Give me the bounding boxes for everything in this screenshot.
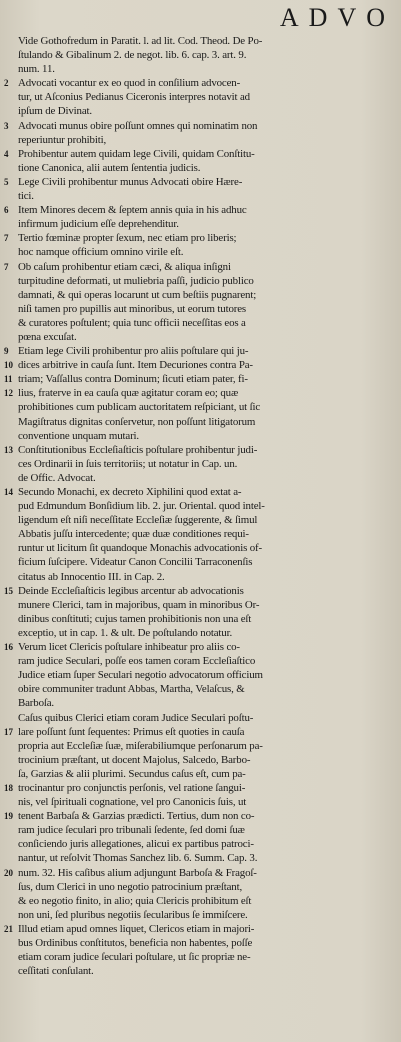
text-line [4, 34, 395, 48]
line-text: propria aut Eccleſiæ ſuæ, miſerabiliumque perſonarum pa- [18, 739, 263, 752]
paragraph-number: 15 [4, 585, 13, 596]
paragraph-number: 12 [4, 388, 13, 399]
line-text: etiam coram judice ſeculari poſtulare, ut ſic propriæ ne- [18, 951, 251, 964]
text-line [4, 245, 395, 259]
paragraph-number: 14 [4, 487, 13, 497]
text-line [4, 739, 395, 753]
text-line [4, 231, 395, 245]
line-text: ces Ordinarii in ſuis territoriis; ut notatur in Cap. un. [18, 457, 238, 470]
line-text: conſiciendo juris allegationes, alicui ex partibus patroci- [18, 838, 254, 851]
text-line [4, 344, 395, 358]
text-line [4, 330, 395, 344]
text-line [4, 471, 395, 485]
text-line [4, 175, 395, 189]
line-text: Secundo Monachi, ex decreto Xiphilini quod extat a- [18, 486, 242, 498]
text-line [4, 274, 395, 288]
text-line [4, 203, 395, 217]
paragraph-number: 9 [4, 346, 9, 357]
text-line [4, 133, 395, 147]
line-text: de Offic. Advocat. [18, 471, 96, 484]
line-text: ceſſitati conſulant. [18, 965, 94, 978]
line-text: dices arbitrive in cauſa ſunt. Item Decuriones contra Pa- [18, 359, 253, 372]
line-text: ſus, dum Clerici in uno negotio patrocinium præſtant, [18, 880, 243, 893]
text-line [4, 119, 395, 133]
text-line [4, 485, 395, 499]
paragraph-number: 19 [4, 811, 13, 822]
text-line [4, 513, 395, 527]
text-line [4, 584, 395, 598]
paragraph-number: 7 [4, 261, 9, 272]
text-line [4, 457, 395, 471]
text-line [4, 302, 395, 316]
text-line [4, 358, 395, 372]
text-line [4, 260, 395, 274]
text-line [4, 372, 395, 386]
line-text: citatus ab Innocentio III. in Cap. 2. [18, 570, 165, 583]
text-line [4, 823, 395, 837]
line-text: Verum licet Clericis poſtulare inhibeatur pro aliis co- [18, 641, 240, 654]
text-line [4, 104, 395, 118]
line-text: ligendum eſt niſi neceſſitate Eccleſiæ ſuggerente, & ſimul [18, 514, 258, 527]
line-text: munere Clerici, tam in majoribus, quam in minoribus Or- [18, 598, 260, 611]
line-text: nis, vel ſpirituali cognatione, vel pro Canonicis ſuis, ut [18, 796, 247, 809]
line-text: tione Canonica, alii autem ſententia judicis. [18, 161, 201, 174]
paragraph-number: 10 [4, 360, 13, 371]
line-text: ſa, Garzias & alii plurimi. Secundus caſus eſt, cum pa- [18, 767, 246, 780]
text-line [4, 570, 395, 584]
text-line [4, 626, 395, 640]
line-text: Item Minores decem & ſeptem annis quia in his adhuc [18, 204, 247, 217]
line-text: triam; Vaſſallus contra Dominum; ſicuti etiam pater, fi- [18, 373, 248, 386]
running-header: ADVO [279, 3, 395, 32]
text-line [4, 76, 395, 90]
text-line [4, 696, 395, 710]
line-text: ſtulando & Gibalinum 2. de negot. lib. 6. cap. 3. art. 9. [18, 49, 247, 62]
text-line [4, 640, 395, 654]
text-line [4, 837, 395, 851]
line-text: Lege Civili prohibentur munus Advocati obire Hære- [18, 175, 243, 188]
text-line [4, 189, 395, 203]
text-line [4, 161, 395, 175]
line-text: reperiuntur prohibiti, [18, 133, 107, 146]
document-body [4, 34, 395, 978]
line-text: & eo negotio finito, in alio; quia Clericis prohibitum eſt [18, 894, 252, 907]
text-line [4, 90, 395, 104]
text-line [4, 654, 395, 668]
line-text: num. 32. His caſibus alium adjungunt Barboſa & Fragoſ- [18, 866, 257, 879]
text-line [4, 767, 395, 781]
line-text: damnati, & qui operas locarunt ut cum beſtiis pugnarent; [18, 288, 257, 301]
line-text: dinibus conſtituti; cujus tamen prohibitionis non una eſt [18, 612, 252, 625]
text-line [4, 415, 395, 429]
line-text: ram judice ſeculari pro tribunali ſedente, ſed domi ſuæ [18, 824, 245, 837]
line-text: ipſum de Divinat. [18, 105, 92, 118]
text-line [4, 400, 395, 414]
text-line [4, 809, 395, 823]
line-text: Tertio fœminæ propter ſexum, nec etiam pro liberis; [18, 232, 237, 245]
paragraph-number: 5 [4, 176, 9, 187]
text-line [4, 936, 395, 950]
line-text: conventione unquam mutari. [18, 429, 140, 442]
line-text: tici. [18, 190, 34, 203]
line-text: Advocati vocantur ex eo quod in conſilium advocen- [18, 77, 241, 90]
text-line [4, 612, 395, 626]
line-text: hoc namque officium omnino virile eſt. [18, 246, 184, 259]
text-line [4, 964, 395, 978]
line-text: runtur ut licitum ſit quandoque Monachis advocationis of- [18, 542, 263, 555]
text-line [4, 217, 395, 231]
line-text: num. 11. [18, 63, 55, 76]
line-text: ficium ſuſcipere. Videatur Canon Concilii Tarraconenſis [18, 556, 253, 569]
paragraph-number: 16 [4, 642, 13, 653]
line-text: Ob caſum prohibentur etiam cæci, & aliqua inſigni [18, 260, 231, 273]
paragraph-number: 7 [4, 233, 9, 244]
line-text: Advocati munus obire poſſunt omnes qui nominatim non [18, 119, 258, 132]
line-text: turpitudine deformati, ut muliebria paſſi, judicio publico [18, 274, 254, 287]
text-line [4, 598, 395, 612]
line-text: Magiſtratus dignitas conſervetur, non poſſunt litigatorum [18, 415, 256, 428]
text-line [4, 894, 395, 908]
paragraph-number: 6 [4, 205, 9, 216]
line-text: prohibitiones cum publicam auctoritatem reſpiciant, ut ſic [18, 401, 261, 414]
line-text: tur, ut Aſconius Pedianus Ciceronis interpres notavit ad [18, 91, 250, 104]
line-text: Caſus quibus Clerici etiam coram Judice Seculari poſtu- [18, 711, 254, 724]
text-line [4, 725, 395, 739]
text-line [4, 443, 395, 457]
paragraph-number: 20 [4, 867, 13, 878]
text-line [4, 48, 395, 62]
line-text: Etiam lege Civili prohibentur pro aliis poſtulare qui ju- [18, 345, 249, 358]
line-text: pud Edmundum Bonſidium lib. 2. jur. Oriental. quod intel- [18, 500, 265, 513]
text-line [4, 555, 395, 569]
text-line [4, 781, 395, 795]
line-text: ram judice Seculari, poſſe eos tamen coram Eccleſiaſtico [18, 655, 256, 668]
line-text: lare poſſunt ſunt ſequentes: Primus eſt quoties in cauſa [18, 725, 245, 738]
text-line [4, 62, 395, 76]
text-line [4, 147, 395, 161]
line-text: Vide Gothofredum in Paratit. l. ad lit. Cod. Theod. De Po- [18, 35, 263, 47]
text-line [4, 499, 395, 513]
text-line [4, 429, 395, 443]
line-text: infirmum judicium eſſe deprehenditur. [18, 218, 179, 231]
line-text: nantur, ut reſolvit Thomas Sanchez lib. 6. Summ. Cap. 3. [18, 852, 258, 865]
line-text: & curatores poſtulent; quia tunc officii neceſſitas eos a [18, 316, 246, 329]
line-text: trocinium præſtant, ut docent Majolus, Salcedo, Barbo- [18, 753, 251, 766]
paragraph-number: 18 [4, 782, 13, 793]
paragraph-number: 21 [4, 923, 13, 934]
line-text: pœna excuſat. [18, 330, 77, 343]
line-text: Prohibentur autem quidam lege Civili, quidam Conſtitu- [18, 147, 255, 160]
paragraph-number: 11 [4, 374, 13, 385]
text-line [4, 316, 395, 330]
text-line [4, 682, 395, 696]
text-line [4, 541, 395, 555]
paragraph-number: 3 [4, 120, 9, 131]
paragraph-number: 13 [4, 444, 13, 455]
line-text: exceptio, ut in cap. 1. & ult. De poſtulando notatur. [18, 626, 233, 639]
line-text: bus Ordinibus conſtitutos, beneficia non habentes, poſſe [18, 937, 253, 949]
paragraph-number: 2 [4, 78, 9, 89]
paragraph-number: 17 [4, 726, 13, 737]
text-line [4, 527, 395, 541]
text-line [4, 795, 395, 809]
text-line [4, 922, 395, 936]
line-text: obire communiter tradunt Abbas, Martha, Velaſcus, & [18, 683, 245, 696]
text-line [4, 851, 395, 865]
text-line [4, 880, 395, 894]
paragraph-number: 4 [4, 148, 9, 159]
text-line [4, 753, 395, 767]
text-line [4, 288, 395, 302]
text-line [4, 908, 395, 922]
text-line [4, 386, 395, 400]
line-text: Abbatis juſſu intercedente; quæ duæ conditiones requi- [18, 528, 249, 541]
line-text: Judice etiam ſuper Seculari negotio advocatorum officium [18, 669, 263, 682]
line-text: Illud etiam apud omnes liquet, Clericos etiam in majori- [18, 922, 255, 935]
line-text: trocinantur pro conjunctis perſonis, vel ratione ſangui- [18, 781, 246, 794]
line-text: lius, fraterve in ea cauſa quæ agitatur coram eo; quæ [18, 387, 239, 400]
text-line [4, 711, 395, 725]
line-text: niſi tamen pro pupillis aut minoribus, ut eorum tutores [18, 302, 246, 315]
text-line [4, 950, 395, 964]
text-line [4, 668, 395, 682]
text-line [4, 866, 395, 880]
line-text: Conſtitutionibus Eccleſiaſticis poſtulare prohibentur judi- [18, 443, 258, 456]
line-text: Deinde Eccleſiaſticis legibus arcentur ab advocationis [18, 584, 244, 597]
line-text: non uni, ſed pluribus negotiis ſecularibus ſe immiſcere. [18, 908, 248, 921]
line-text: Barboſa. [18, 697, 54, 710]
line-text: tenent Barbaſa & Garzias prædicti. Tertius, dum non co- [18, 810, 255, 823]
